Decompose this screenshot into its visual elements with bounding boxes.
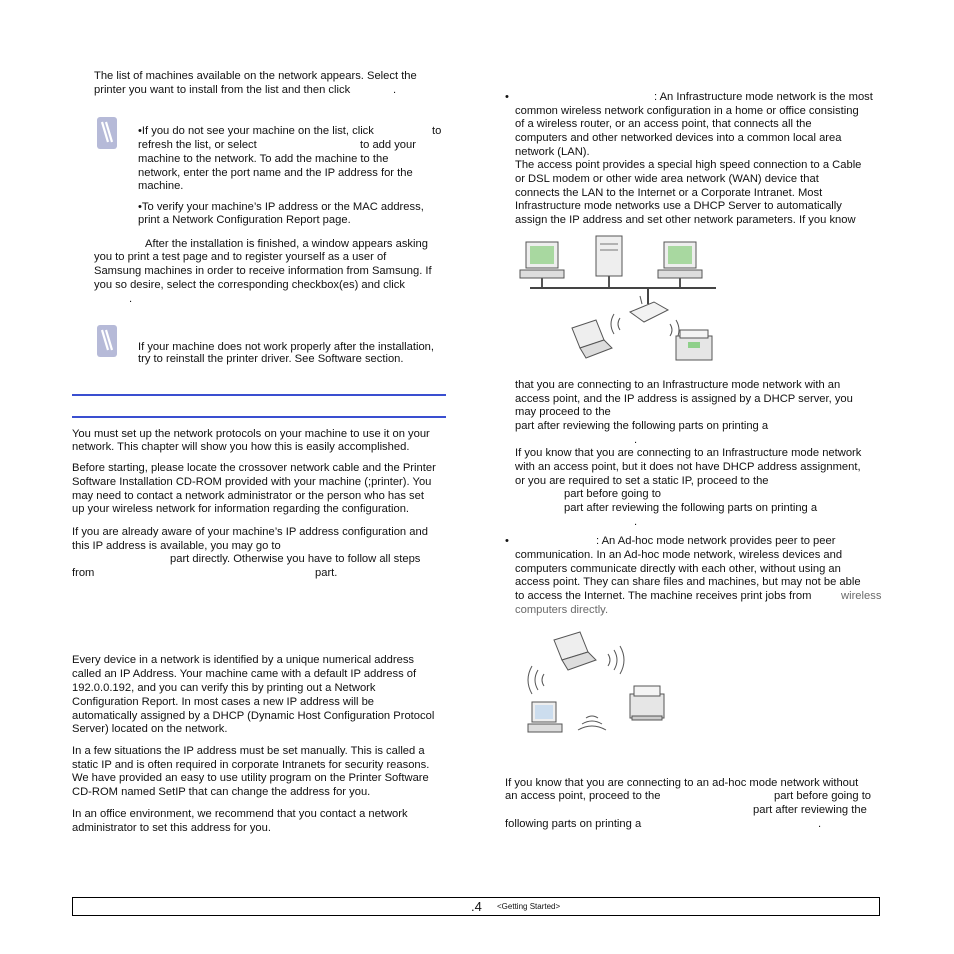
infra-line-2: common wireless network configuration in a home or office consisting: [515, 105, 859, 117]
infra-after-line-9: part before going to: [564, 488, 662, 500]
section-para3-line-2: this IP address is available, you may go to: [72, 540, 281, 552]
adhoc-line-3: computers communicate directly with each other, without using an: [515, 563, 841, 575]
infra-after-line-3: may proceed to the: [515, 406, 611, 418]
after-install-line-4: you so desire, select the corresponding checkbox(es) and click: [94, 279, 405, 291]
after-install-line-5: .: [129, 293, 133, 305]
infra-line-1: : An Infrastructure mode network is the most: [654, 91, 873, 103]
desktop-computer-icon: [528, 702, 562, 732]
ip-para2-line-4: CD-ROM named SetIP that can change the address for you.: [72, 786, 371, 798]
adhoc-line-7: computers directly.: [515, 604, 609, 616]
adhoc-after-line-1: If you know that you are connecting to an ad-hoc mode network without: [505, 777, 859, 789]
ip-para3-line-1: In an office environment, we recommend that you contact a network: [72, 808, 408, 820]
adhoc-line-6: wireless: [841, 590, 882, 602]
adhoc-after-line-5: following parts on printing a: [505, 818, 642, 830]
desktop-computer-icon: [658, 242, 702, 288]
infra-line-3: of a wireless router, or an access point, that connects all the: [515, 118, 812, 130]
ip-para2-line-1: In a few situations the IP address must be set manually. This is called a: [72, 745, 425, 757]
infra-line-6: The access point provides a special high speed connection to a Cable: [515, 159, 862, 171]
note1-line-8: •To verify your machine’s IP address or the MAC address,: [138, 201, 424, 213]
section-para3-line-1: If you are already aware of your machine’s IP address configuration and: [72, 526, 428, 538]
adhoc-after-line-2: an access point, proceed to the: [505, 790, 661, 802]
printer-icon: [676, 330, 712, 360]
adhoc-after-line-4: part after reviewing the: [753, 804, 867, 816]
section-para2-line-1: Before starting, please locate the crossover network cable and the Printer: [72, 462, 436, 474]
note1-line-6: network, enter the port name and the IP address for the: [138, 167, 413, 179]
infra-after-line-6: If you know that you are connecting to an Infrastructure mode network: [515, 447, 862, 459]
section-para1-line-1: You must set up the network protocols on your machine to use it on your: [72, 428, 430, 440]
note1-line-1: •If you do not see your machine on the list, click: [138, 125, 374, 137]
adhoc-after-line-3: part before going to: [774, 790, 872, 802]
ip-para2-line-3: We have provided an easy to use utility program on the Printer Software: [72, 772, 429, 784]
section-para2-line-2: Software Installation CD-ROM provided with your machine (;printer). You: [72, 476, 432, 488]
after-install-line-2: you to print a test page and to register yourself as a user of: [94, 251, 387, 263]
infra-after-line-1: that you are connecting to an Infrastructure mode network with an: [515, 379, 841, 391]
adhoc-after-line-6: .: [818, 818, 822, 830]
note1-line-4: to add your: [360, 139, 416, 151]
note1-line-5: machine to the network. To add the machine to the: [138, 153, 389, 165]
infra-bullet: •: [505, 91, 509, 103]
desktop-computer-icon: [520, 242, 564, 288]
note2-line-2: try to reinstall the printer driver. See Software section.: [138, 353, 404, 365]
section-para3-line-3: part directly. Otherwise you have to follow all steps: [170, 553, 421, 565]
note1-line-3: refresh the list, or select: [138, 139, 257, 151]
adhoc-line-2: communication. In an Ad-hoc mode network, wireless devices and: [515, 549, 843, 561]
ip-para1-line-1: Every device in a network is identified by a unique numerical address: [72, 654, 415, 666]
server-tower-icon: [596, 236, 622, 288]
infrastructure-network-figure: [512, 232, 722, 370]
infra-after-line-4: part after reviewing the following parts on printing a: [515, 420, 769, 432]
infra-line-9: Infrastructure mode networks use a DHCP Server to automatically: [515, 200, 842, 212]
infra-line-4: computers and other networked devices into a common local area: [515, 132, 842, 144]
section-rule-bottom: [72, 416, 446, 418]
after-install-line-1: After the installation is finished, a window appears asking: [145, 238, 428, 250]
laptop-icon: [572, 320, 612, 358]
note1-line-9: print a Network Configuration Report page.: [138, 214, 351, 226]
note2-line-1: If your machine does not work properly after the installation,: [138, 341, 434, 353]
adhoc-line-4: access point. They can share files and machines, but may not be able: [515, 576, 861, 588]
intro-line-3: .: [393, 84, 397, 96]
note1-line-7: machine.: [138, 180, 184, 192]
adhoc-line-1: : An Ad-hoc mode network provides peer to peer: [596, 535, 836, 547]
laptop-icon: [554, 632, 596, 670]
adhoc-bullet: •: [505, 535, 509, 547]
page-footer: [72, 897, 880, 916]
ip-para2-line-2: static IP and is often required in corporate Intranets for security reasons.: [72, 759, 430, 771]
adhoc-network-figure: [524, 626, 674, 744]
ip-para1-line-4: Configuration Report. In most cases a new IP address will be: [72, 696, 375, 708]
note-pencil-icon: [96, 324, 118, 358]
section-para2-line-4: up your wireless network for information regarding the configuration.: [72, 503, 410, 515]
infra-line-8: connects the LAN to the Internet or a Corporate Intranet. Most: [515, 187, 823, 199]
ip-para1-line-6: Server) located on the network.: [72, 723, 228, 735]
printer-icon: [630, 686, 664, 720]
section-para3-line-5: part.: [315, 567, 338, 579]
infra-after-line-8: or you are required to set a static IP, proceed to the: [515, 475, 769, 487]
infra-line-10: assign the IP address and set other network parameters. If you know: [515, 214, 856, 226]
ip-para3-line-2: administrator to set this address for you.: [72, 822, 271, 834]
intro-line-2: printer you want to install from the list and then click: [94, 84, 351, 96]
ip-para1-line-2: called an IP Address. Your machine came with a default IP address of: [72, 668, 417, 680]
infra-after-line-10: part after reviewing the following parts on printing a: [564, 502, 818, 514]
infra-after-line-2: access point, and the IP address is assigned by a DHCP server, you: [515, 393, 853, 405]
infra-after-line-11: .: [634, 516, 638, 528]
footer-section-label: <Getting Started>: [497, 902, 561, 911]
note1-line-2: to: [432, 125, 442, 137]
intro-line-1: The list of machines available on the network appears. Select the: [94, 70, 417, 82]
infra-line-7: or DSL modem or other wide area network (WAN) device that: [515, 173, 819, 185]
adhoc-line-5: to access the Internet. The machine receives print jobs from: [515, 590, 812, 602]
section-para3-line-4: from: [72, 567, 95, 579]
after-install-line-3: Samsung machines in order to receive information from Samsung. If: [94, 265, 432, 277]
section-rule-top: [72, 394, 446, 396]
page-number: .4: [471, 899, 482, 914]
section-para2-line-3: may need to contact a network administrator or the person who has set: [72, 490, 424, 502]
ip-para1-line-3: 192.0.0.192, and you can verify this by printing out a Network: [72, 682, 376, 694]
infra-after-line-7: with an access point, but it does not have DHCP address assignment,: [515, 461, 861, 473]
infra-after-line-5: .: [634, 434, 638, 446]
section-para1-line-2: network. This chapter will show you how this is easily accomplished.: [72, 441, 410, 453]
note-pencil-icon: [96, 116, 118, 150]
infra-line-5: network (LAN).: [515, 146, 590, 158]
ip-para1-line-5: automatically assigned by a DHCP (Dynamic Host Configuration Protocol: [72, 710, 435, 722]
